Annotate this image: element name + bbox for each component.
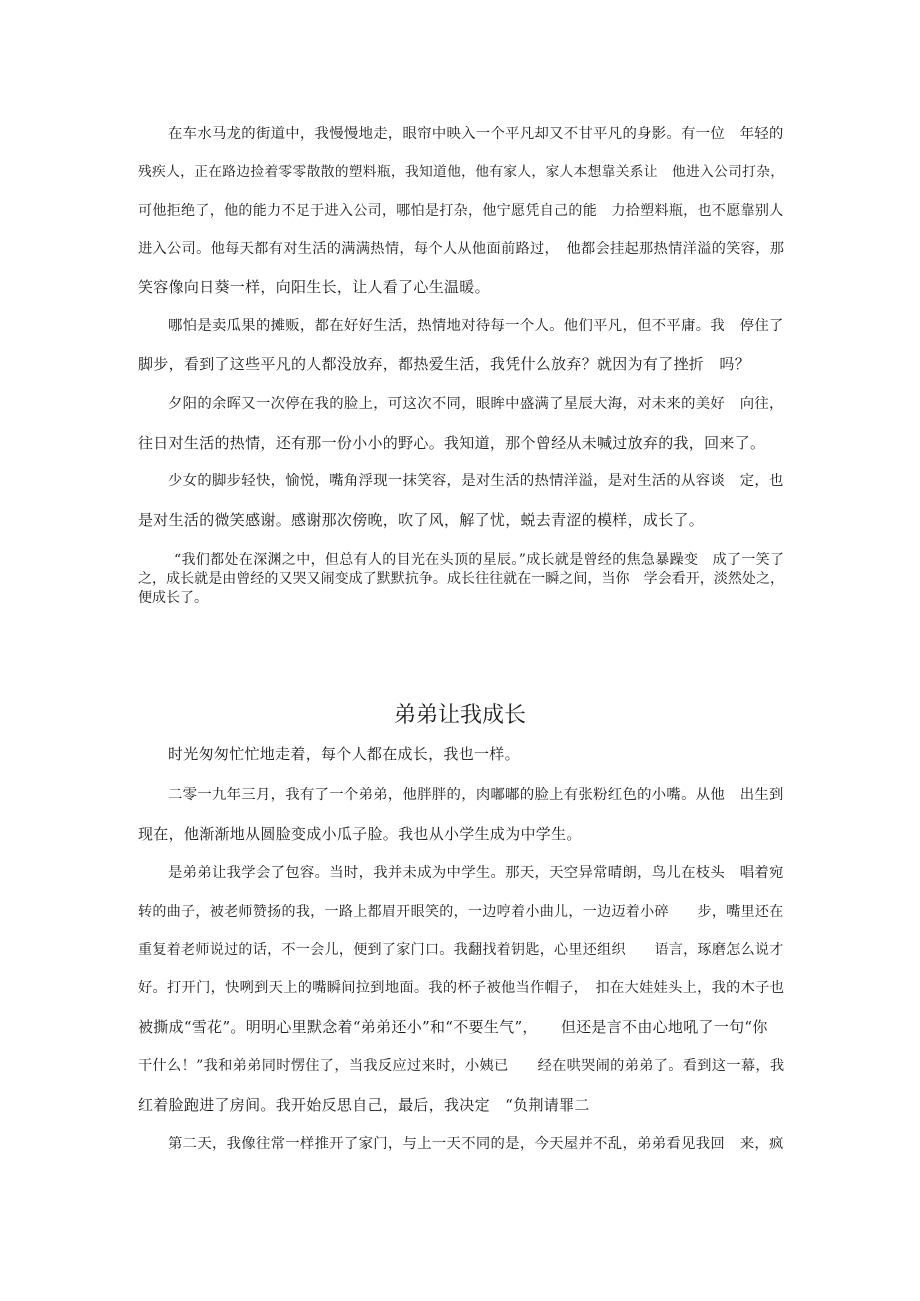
paragraph-line: 二零一九年三月，我有了一个弟弟，他胖胖的，肉嘟嘟的脸上有张粉红色的小嘴。从他 出生到 bbox=[168, 787, 784, 803]
paragraph-line: 红着脸跑进了房间。我开始反思自己，最后，我决定 “负荆请罪二 bbox=[138, 1096, 590, 1114]
paragraph-line: 哪怕是卖瓜果的摊贩，都在好好生活，热情地对待每一个人。他们平凡，但不平庸。我 停住了 bbox=[168, 318, 784, 334]
paragraph-line: 在车水马龙的街道中，我慢慢地走，眼帘中映入一个平凡却又不甘平凡的身影。有一位 年轻的 bbox=[168, 126, 784, 142]
paragraph-line: 进入公司。他每天都有对生活的满满热情，每个人从他面前路过， 他都会挂起那热情洋溢的笑容，那 bbox=[138, 241, 785, 257]
paragraph-line: 现在，他渐渐地从圆脸变成小瓜子脸。我也从小学生成为中学生。 bbox=[138, 825, 582, 843]
paragraph-line: 转的曲子，被老师赞扬的我，一路上都眉开眼笑的，一边哼着小曲儿，一边迈着小碎 步，嘴里还在 bbox=[138, 904, 784, 920]
paragraph-line: 好。打开门，快咧到天上的嘴瞬间拉到地面。我的杯子被他当作帽子， 扣在大娃娃头上，我的木子也 bbox=[138, 980, 785, 996]
paragraph-line: 重复着老师说过的话，不一会儿，便到了家门口。我翻找着钥匙，心里还组织 语言，琢磨怎么说才 bbox=[138, 942, 784, 958]
paragraph-line: 残疾人，正在路边捡着零零散散的塑料瓶，我知道他，他有家人，家人本想靠关系让 他进入公司打杂， bbox=[138, 164, 785, 180]
essay-title: 弟弟让我成长 bbox=[393, 703, 526, 728]
paragraph-line: 脚步，看到了这些平凡的人都没放弃，都热爱生活，我凭什么放弃？就因为有了挫折 吗？ bbox=[138, 355, 751, 373]
paragraph-line: 往日对生活的热情，还有那一份小小的野心。我知道，那个曾经从未喊过放弃的我，回来了。 bbox=[138, 434, 766, 452]
quote-paragraph: “我们都处在深渊之中，但总有人的目光在头顶的星辰。”成长就是曾经的焦急暴躁变 成了一笑了之，成长就是由曾经的又哭又闹变成了默默抗争。成长往往就在一瞬之间，当你 学会看开，淡然处之，便成长了。 bbox=[138, 552, 784, 606]
paragraph-line: 是对生活的微笑感谢。感谢那次傍晚，吹了风，解了忧，蜕去青涩的模样，成长了。 bbox=[138, 511, 705, 529]
paragraph-line: 夕阳的余晖又一次停在我的脸上，可这次不同，眼眸中盛满了星辰大海，对未来的美好 向往， bbox=[168, 396, 784, 412]
paragraph-line: 时光匆匆忙忙地走着，每个人都在成长，我也一样。 bbox=[168, 745, 520, 763]
paragraph-line: 被撕成“雪花”。明明心里默念着“弟弟还小”和“不要生气”， 但还是言不由心地吼了一句“你 bbox=[138, 1018, 768, 1036]
paragraph-line: 是弟弟让我学会了包容。当时，我并未成为中学生。那天，天空异常晴朗，鸟儿在枝头 唱着宛 bbox=[168, 865, 784, 881]
paragraph-line: 笑容像向日葵一样，向阳生长，让人看了心生温暖。 bbox=[138, 278, 490, 296]
paragraph-line: 干什么！”我和弟弟同时愣住了，当我反应过来时，小姨已 经在哄哭闹的弟弟了。看到这一幕，我 bbox=[138, 1058, 785, 1074]
paragraph-line: 第二天，我像往常一样推开了家门，与上一天不同的是，今天屋并不乱，弟弟看见我回 来，疯 bbox=[168, 1136, 784, 1152]
paragraph-line: 少女的脚步轻快，愉悦，嘴角浮现一抹笑容，是对生活的热情洋溢，是对生活的从容谈 定，也 bbox=[168, 473, 784, 489]
paragraph-line: 可他拒绝了，他的能力不足于进入公司，哪怕是打杂，他宁愿凭自己的能 力拾塑料瓶，也不愿靠别人 bbox=[138, 203, 784, 219]
